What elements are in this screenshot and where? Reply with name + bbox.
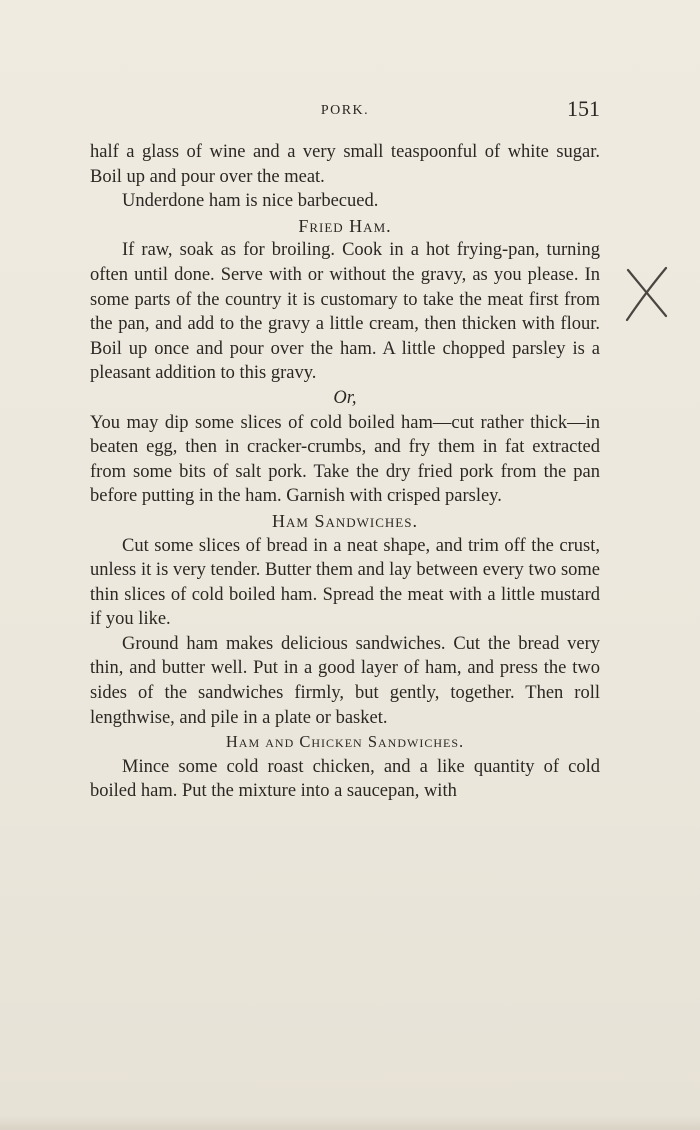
chapter-title: PORK. bbox=[320, 103, 370, 118]
paragraph-wine-continuation: half a glass of wine and a very small teaspoonful of white sugar. Boil up and pour over the meat. bbox=[90, 142, 600, 187]
handwritten-x-mark-icon bbox=[622, 266, 672, 322]
heading-ham-sandwiches: Ham Sandwiches. bbox=[272, 510, 418, 531]
paragraph-ground-ham: Ground ham makes delicious sandwiches. Cut the bread very thin, and butter well. Put in a good layer of ham, and press the two sides of the sandwiches firmly, but gently, together. Then roll lengthwise, and pile in a plate or basket. bbox=[90, 633, 600, 728]
running-head bbox=[90, 96, 600, 126]
paragraph-fried-ham: If raw, soak as for broiling. Cook in a hot frying-pan, turning often until done. Serve with or without the gravy, as you please. In some parts of the country it is customary to take the meat first from the pan, and add to the gravy a little cream, then thicken with flour. Boil up once and pour over the ham. A little chopped parsley is a pleasant addition to this gravy. bbox=[90, 240, 600, 384]
paragraph-fried-ham-alternative: You may dip some slices of cold boiled ham—cut rather thick—in beaten egg, then in cracker-crumbs, and fry them in fat extracted from some bits of salt pork. Take the dry fried pork from the pan before putting in the ham. Garnish with crisped parsley. bbox=[90, 412, 600, 507]
paragraph-barbecued: Underdone ham is nice barbecued. bbox=[122, 191, 379, 212]
page-number: 151 bbox=[567, 96, 600, 121]
page-body bbox=[90, 140, 600, 804]
heading-fried-ham: Fried Ham. bbox=[298, 215, 392, 236]
or-separator: Or, bbox=[333, 387, 357, 408]
heading-ham-chicken-sandwiches: Ham and Chicken Sandwiches. bbox=[225, 732, 465, 752]
paragraph-ham-chicken: Mince some cold roast chicken, and a like quantity of cold boiled ham. Put the mixture into a saucepan, with bbox=[90, 756, 600, 802]
paragraph-sandwich-slices: Cut some slices of bread in a neat shape, and trim off the crust, unless it is very tender. Butter them and lay between every two some thin slices of cold boiled ham. Spread the meat with a little mustard if you like. bbox=[90, 535, 600, 630]
